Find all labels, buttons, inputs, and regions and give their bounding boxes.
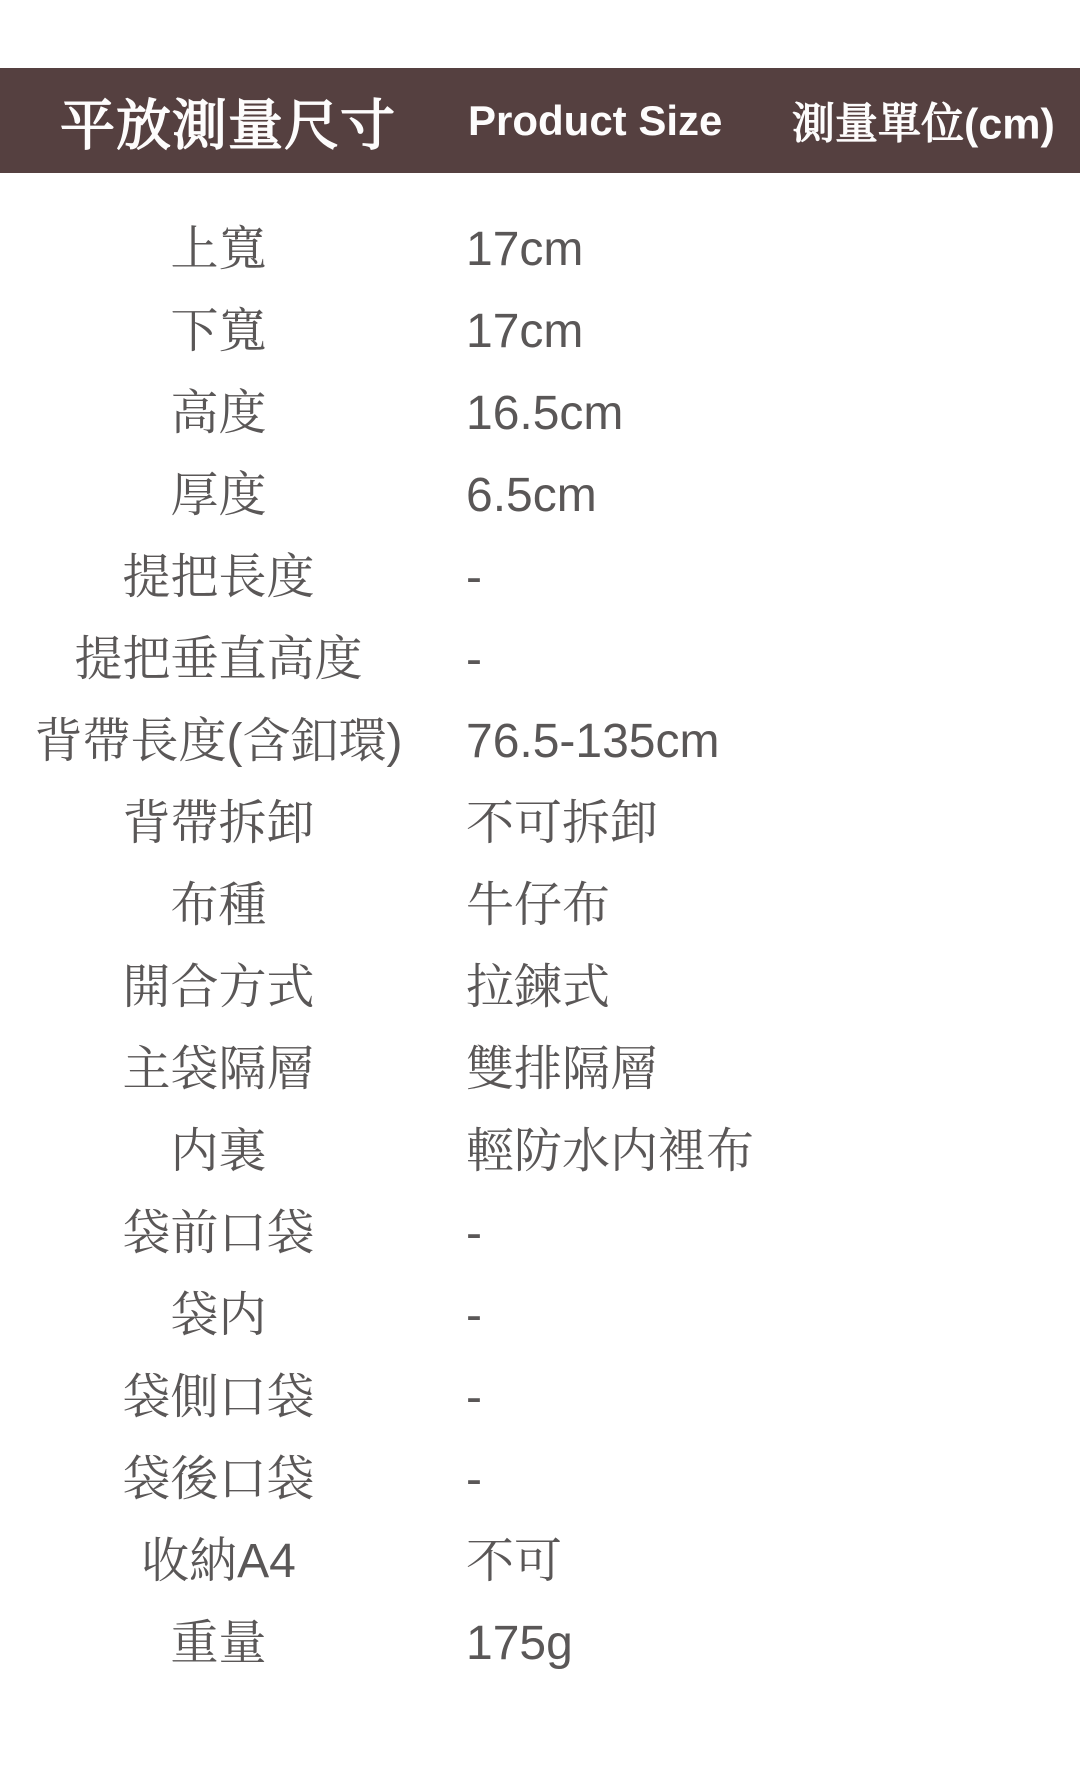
table-row xyxy=(0,1521,1080,1603)
table-row xyxy=(0,865,1080,947)
table-row xyxy=(0,619,1080,701)
spec-label: 重量 xyxy=(170,1617,267,1670)
spec-label: 下寬 xyxy=(170,305,267,358)
spec-label: 布種 xyxy=(170,879,267,932)
spec-value: 17cm xyxy=(466,305,584,358)
table-row xyxy=(0,1357,1080,1439)
spec-label: 内裏 xyxy=(170,1125,267,1178)
spec-label: 背帶長度(含釦環) xyxy=(34,715,403,768)
spec-label: 提把長度 xyxy=(122,551,315,604)
spec-label: 袋内 xyxy=(170,1289,267,1342)
table-row xyxy=(0,1439,1080,1521)
spec-label: 開合方式 xyxy=(122,961,315,1014)
table-row xyxy=(0,209,1080,291)
spec-value: 不可拆卸 xyxy=(466,797,659,850)
spec-label: 厚度 xyxy=(170,469,267,522)
header-bar xyxy=(0,68,1080,173)
spec-value: 16.5cm xyxy=(466,387,624,440)
spec-table xyxy=(0,209,1080,1685)
page-title: 平放測量尺寸 xyxy=(60,94,397,156)
table-row xyxy=(0,947,1080,1029)
table-row xyxy=(0,1029,1080,1111)
spec-label: 背帶拆卸 xyxy=(122,797,315,850)
spec-value: 6.5cm xyxy=(466,469,597,522)
table-row xyxy=(0,1275,1080,1357)
page-title-english: Product Size xyxy=(468,96,723,144)
spec-value: 175g xyxy=(466,1617,573,1670)
table-row xyxy=(0,1603,1080,1685)
spec-label: 袋前口袋 xyxy=(122,1207,315,1260)
spec-label: 袋側口袋 xyxy=(122,1371,315,1424)
spec-value: 76.5-135cm xyxy=(466,715,720,768)
spec-value: - xyxy=(466,1289,482,1342)
spec-label: 收納A4 xyxy=(141,1535,296,1588)
table-row xyxy=(0,537,1080,619)
table-row xyxy=(0,1193,1080,1275)
spec-value: 輕防水内裡布 xyxy=(466,1125,755,1178)
spec-value: - xyxy=(466,1453,482,1506)
spec-label: 袋後口袋 xyxy=(122,1453,315,1506)
spec-value: - xyxy=(466,633,482,686)
table-row xyxy=(0,291,1080,373)
spec-value: 雙排隔層 xyxy=(466,1043,659,1096)
spec-value: 牛仔布 xyxy=(466,879,611,932)
table-row xyxy=(0,1111,1080,1193)
spec-label: 提把垂直高度 xyxy=(74,633,363,686)
spec-label: 上寬 xyxy=(170,223,267,276)
spec-label: 主袋隔層 xyxy=(122,1043,315,1096)
measurement-unit-label: 測量單位(cm) xyxy=(792,100,1055,148)
spec-label: 高度 xyxy=(170,387,267,440)
spec-value: - xyxy=(466,1207,482,1260)
spec-value: 17cm xyxy=(466,223,584,276)
spec-value: - xyxy=(466,1371,482,1424)
spec-value: 拉鍊式 xyxy=(466,961,611,1014)
spec-value: 不可 xyxy=(466,1535,563,1588)
table-row xyxy=(0,783,1080,865)
spec-value: - xyxy=(466,551,482,604)
table-row xyxy=(0,373,1080,455)
table-row xyxy=(0,701,1080,783)
table-row xyxy=(0,455,1080,537)
